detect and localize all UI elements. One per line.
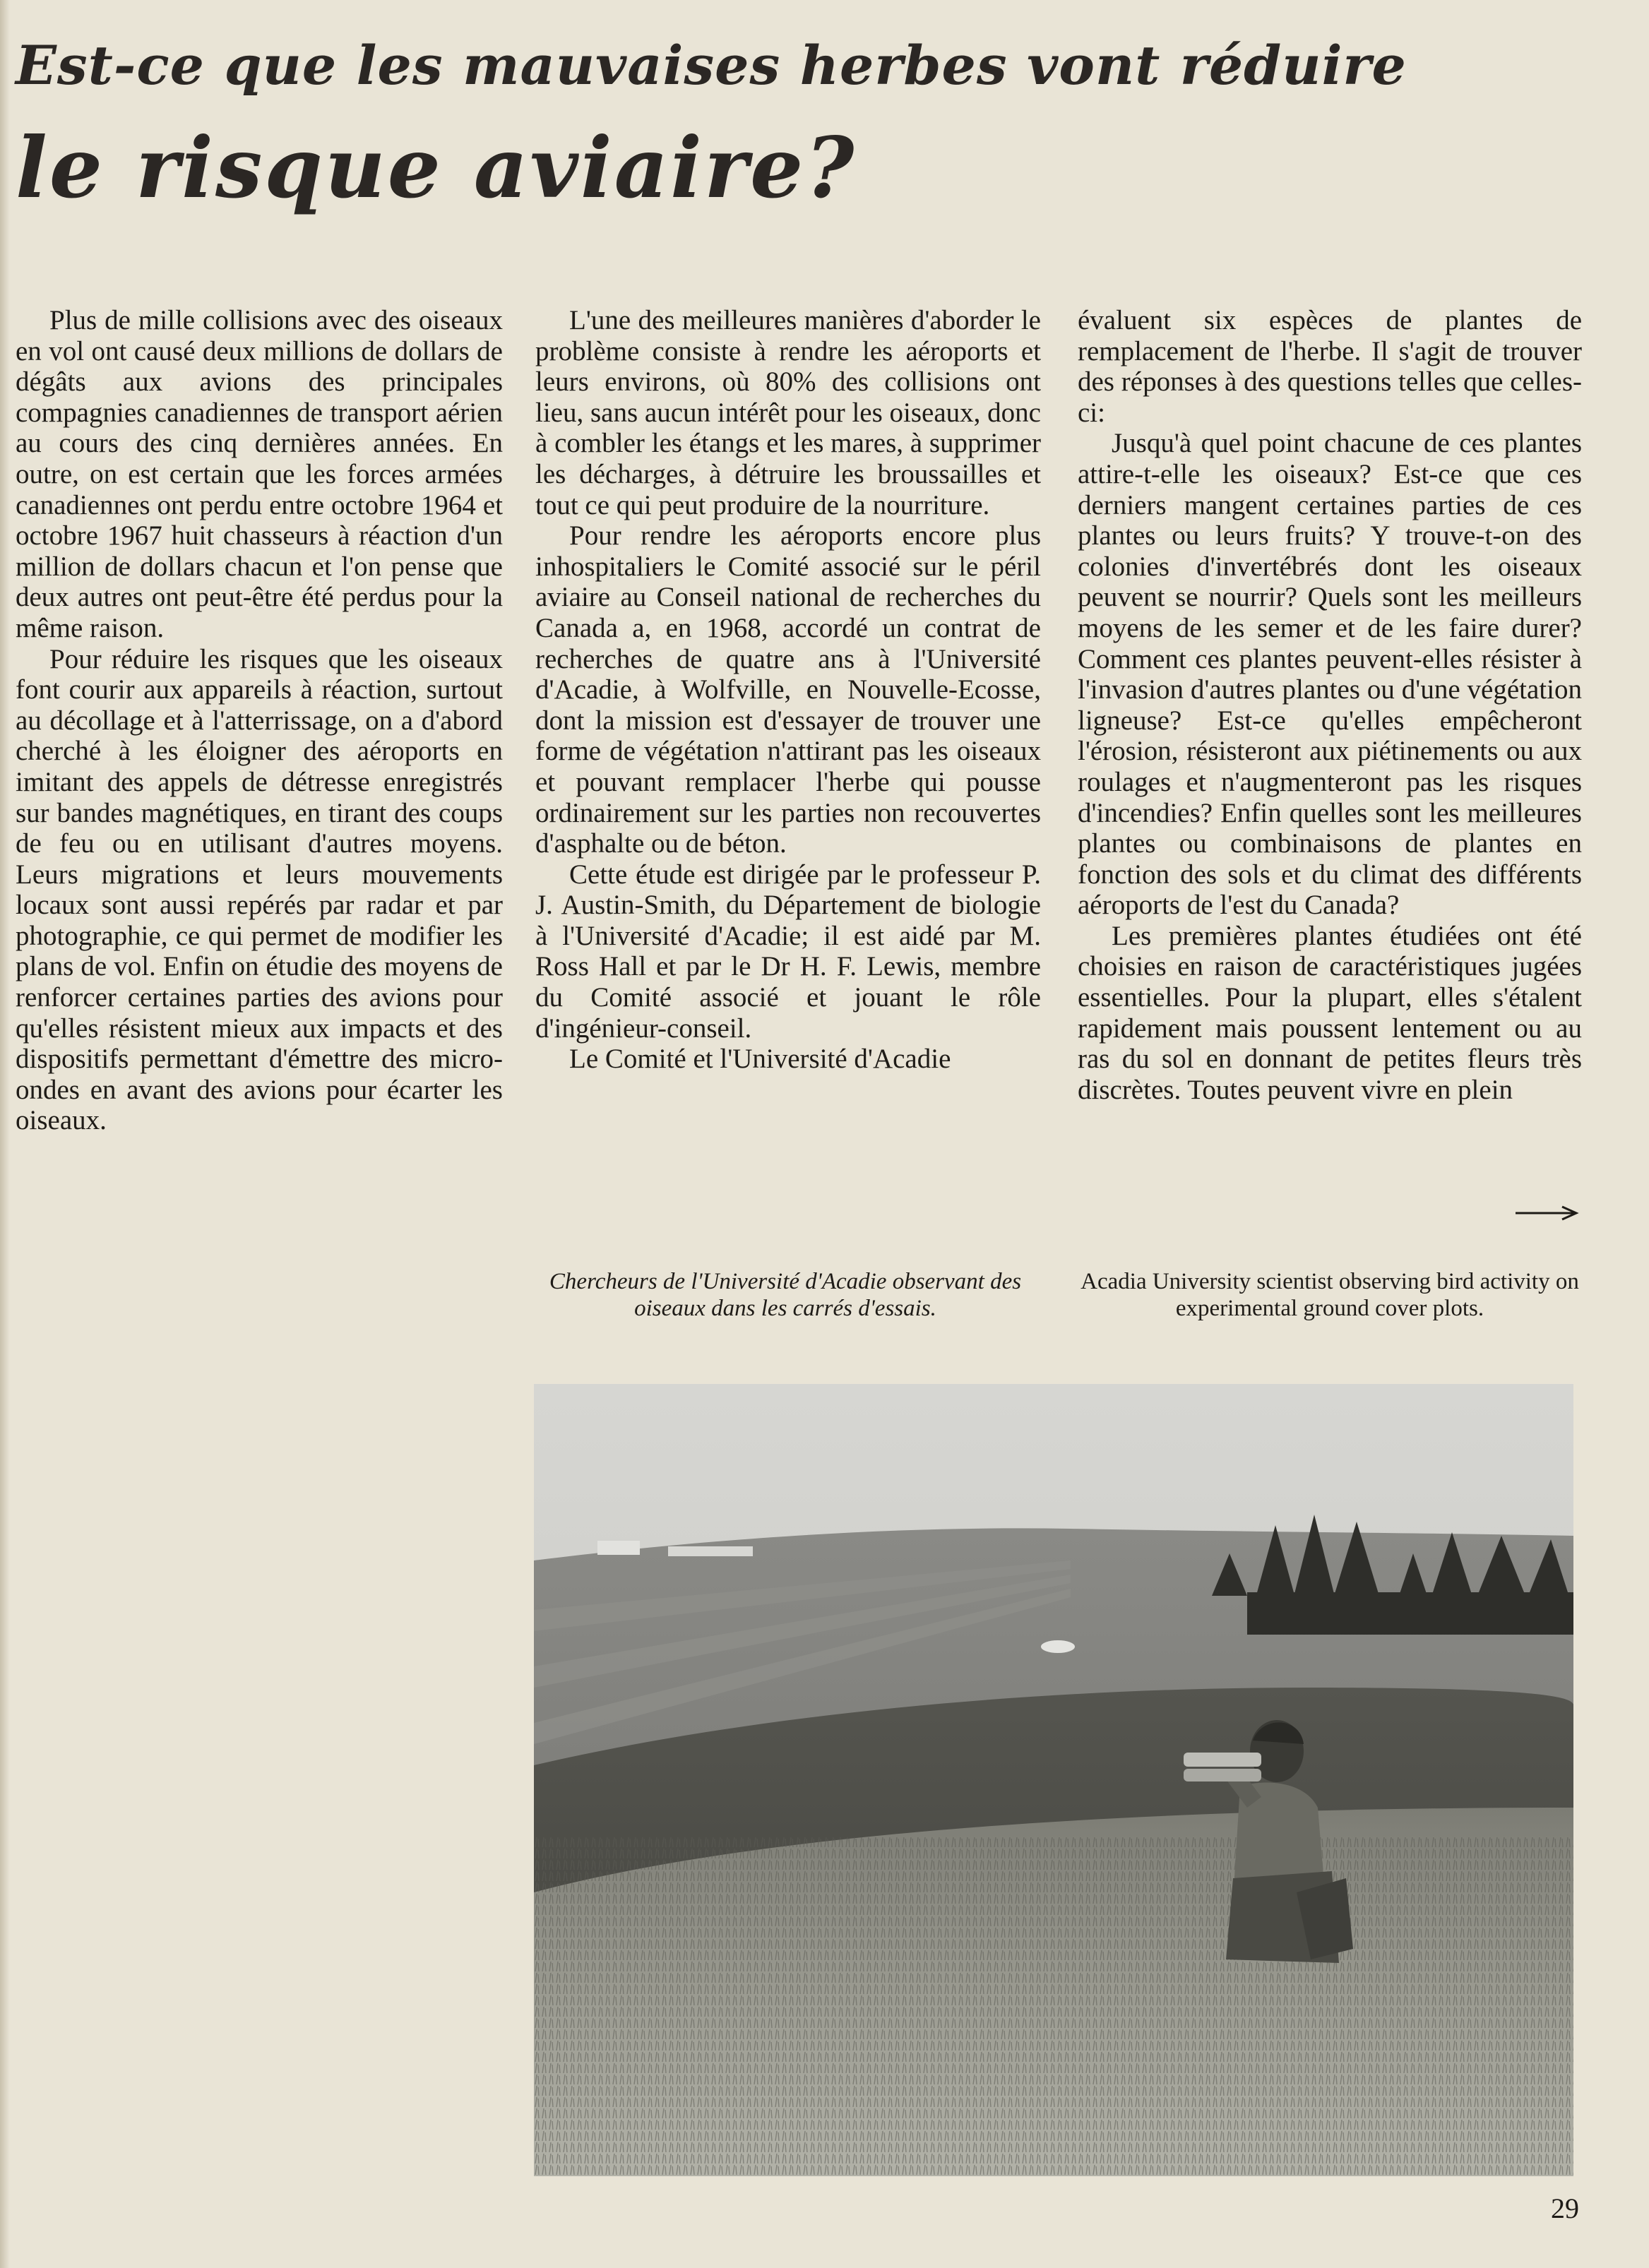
paragraph: Jusqu'à quel point chacune de ces plantes attire-t-elle les oiseaux? Est-ce que ces derniers mangent certaines parties de ces plantes ou leurs fruits? Y trouve-t-on des colonies d'invertébrés dont les oiseaux peuvent se nourrir? Quels sont les meilleurs moyens de les semer et de les faire durer? Comment ces plantes peuvent-elles résister à l'invasion d'autres plantes ou d'une végétation ligneuse? Est-ce qu'elles empêcheront l'érosion, résisteront aux piétinements ou aux roulages et n'augmenteront pas les risques d'incendies? Enfin quelles sont les meilleures plantes ou combinaisons de plantes en fonction des sols et du climat des différents aéroports de l'est du Canada? — [1078, 428, 1582, 921]
photo-caption-english: Acadia University scientist observing bird activity on experimental ground cover plots. — [1081, 1269, 1579, 1321]
paragraph: L'une des meilleures manières d'aborder le problème consiste à rendre les aéroports et leurs environs, où 80% des collisions ont lieu, sans aucun intérêt pour les oiseaux, donc à combler les étangs et les mares, à supprimer les décharges, à détruire les broussailles et tout ce qui peut produire de la nourriture. — [535, 305, 1041, 520]
page-gutter-shadow — [0, 0, 10, 2268]
text-column-3 — [1078, 305, 1582, 1105]
page-number: 29 — [1551, 2192, 1579, 2224]
article-title-line-1: Est-ce que les mauvaises herbes vont réduire — [16, 34, 1407, 97]
paragraph: Les premières plantes étudiées ont été choisies en raison de caractéristiques jugées essentielles. Pour la plupart, elles s'étalent rapidement mais poussent lentement ou au ras du sol en donnant de petites fleurs très discrètes. Toutes peuvent vivre en plein — [1078, 920, 1582, 1105]
paragraph: Plus de mille collisions avec des oiseaux en vol ont causé deux millions de dollars de dégâts aux avions des principales compagnies canadiennes de transport aérien au cours des cinq dernières années. En outre, on est certain que les forces armées canadiennes ont perdu entre octobre 1964 et octobre 1967 huit chasseurs à réaction d'un million de dollars chacun et l'on pense que deux autres ont peut-être été perdus pour la même raison. — [16, 305, 503, 643]
text-column-2 — [535, 305, 1041, 1075]
paragraph: Pour rendre les aéroports encore plus inhospitaliers le Comité associé sur le péril aviaire au Conseil national de recherches du Canada a, en 1968, accordé un contrat de recherches de quatre ans à l'Université d'Acadie, à Wolfville, en Nouvelle-Ecosse, dont la mission est d'essayer de trouver une forme de végétation n'attirant pas les oiseaux et pouvant remplacer l'herbe qui pousse ordinairement sur les parties non recouvertes d'asphalte ou de béton. — [535, 520, 1041, 859]
photo-caption-french: Chercheurs de l'Université d'Acadie observant des oiseaux dans les carrés d'essais. — [549, 1269, 1022, 1321]
paragraph: Pour réduire les risques que les oiseaux font courir aux appareils à réaction, surtout au décollage et à l'atterrissage, on a d'abord cherché à les éloigner des aéroports en imitant des appels de détresse enregistrés sur bandes magnétiques, en tirant des coups de feu ou en utilisant d'autres moyens. Leurs migrations et leurs mouvements locaux sont aussi repérés par radar et par photographie, ce qui permet de modifier les plans de vol. Enfin on étudie des moyens de renforcer certaines parties des avions pour qu'elles résistent mieux aux impacts et des dispositifs permettant d'émettre des micro-ondes en avant des avions pour écarter les oiseaux. — [16, 643, 503, 1136]
continued-arrow-icon — [1514, 1205, 1579, 1222]
field-observer-photo — [534, 1384, 1573, 2176]
paragraph-continued: évaluent six espèces de plantes de remplacement de l'herbe. Il s'agit de trouver des réponses à des questions telles que celles-ci: — [1078, 305, 1582, 428]
paragraph: Le Comité et l'Université d'Acadie — [569, 1044, 951, 1075]
paragraph: Cette étude est dirigée par le professeur P. J. Austin-Smith, du Département de biologie à l'Université d'Acadie; il est aidé par M. Ross Hall et par le Dr H. F. Lewis, membre du Comité associé et jouant le rôle d'ingénieur-conseil. — [535, 859, 1041, 1044]
text-column-1 — [16, 305, 503, 1136]
article-title-line-2: le risque aviaire? — [16, 119, 857, 217]
